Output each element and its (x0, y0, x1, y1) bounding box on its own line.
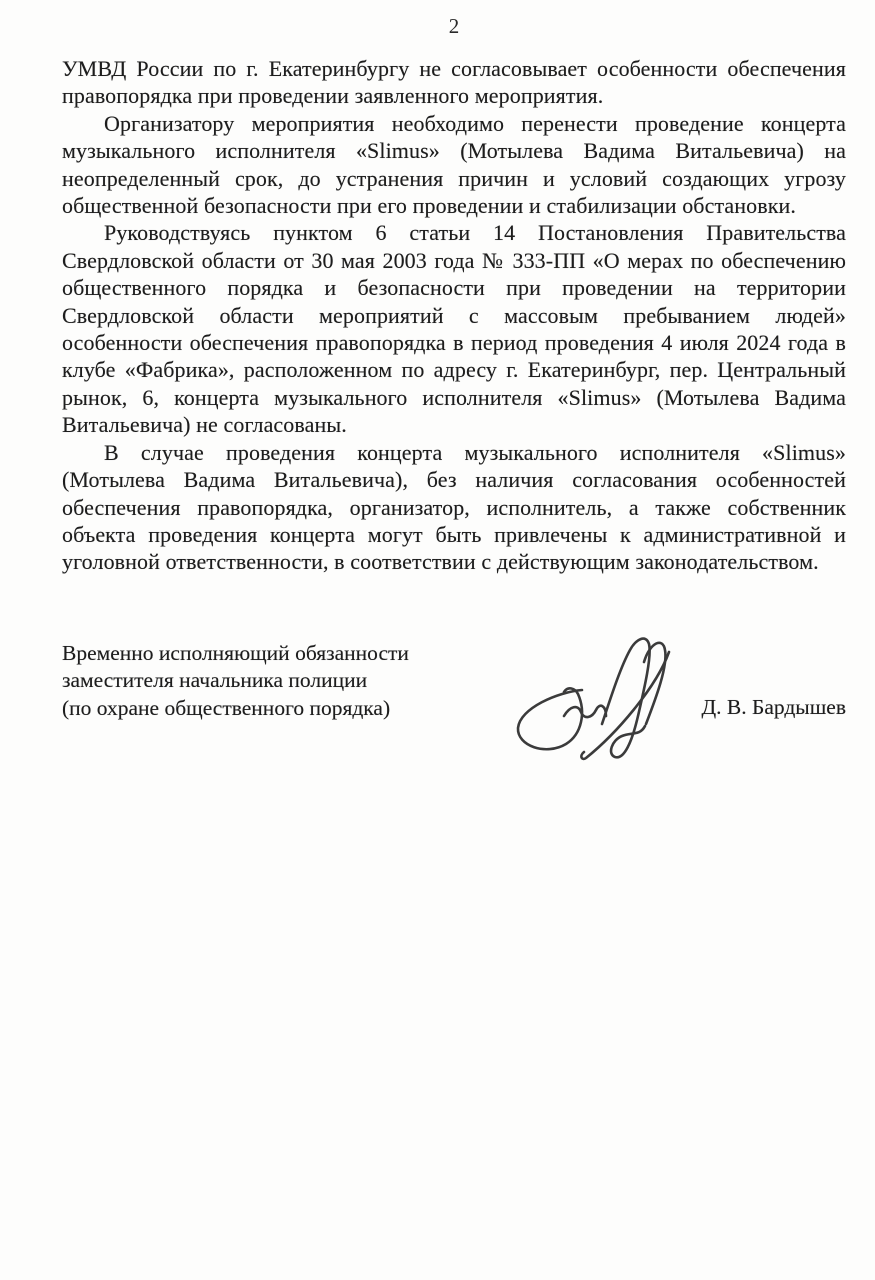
body-paragraph: УМВД России по г. Екатеринбургу не согласовывает особенности обеспечения правопорядка при проведении заявленного мероприятия. (62, 56, 846, 109)
body-paragraph: Организатору мероприятия необходимо перенести проведение концерта музыкального исполнителя «Slimus» (Мотылева Вадима Витальевича) на неопределенный срок, до устранения причин и условий создающих угрозу общественной безопасности при его проведении и стабилизации обстановки. (62, 110, 846, 219)
body-paragraph: В случае проведения концерта музыкального исполнителя «Slimus» (Мотылева Вадима Витальевича), без наличия согласования особенностей обеспечения правопорядка, организатор, исполнитель, а также собственник объекта проведения концерта могут быть привлечены к административной и уголовной ответственности, в соответствии с действующим законодательством. (62, 439, 846, 575)
signatory-name: Д. В. Бардышев (701, 695, 846, 719)
signatory-title-block (62, 640, 482, 722)
page-number: 2 (448, 14, 460, 38)
signatory-title-line: (по охране общественного порядка) (62, 695, 391, 720)
signatory-title-line: Временно исполняющий обязанности (62, 641, 409, 665)
document-body (62, 55, 846, 576)
signatory-title-line: заместителя начальника полиции (62, 668, 368, 693)
body-paragraph: Руководствуясь пунктом 6 статьи 14 Постановления Правительства Свердловской области от 30 мая 2003 года № 333-ПП «О мерах по обеспечению общественного порядка и безопасности при проведении на территории Свердловской области мероприятий с массовым пребыванием людей» особенности обеспечения правопорядка в период проведения 4 июля 2024 года в клубе «Фабрика», расположенном по адресу г. Екатеринбург, пер. Центральный рынок, 6, концерта музыкального исполнителя «Slimus» (Мотылева Вадима Витальевича) не согласованы. (62, 220, 846, 438)
